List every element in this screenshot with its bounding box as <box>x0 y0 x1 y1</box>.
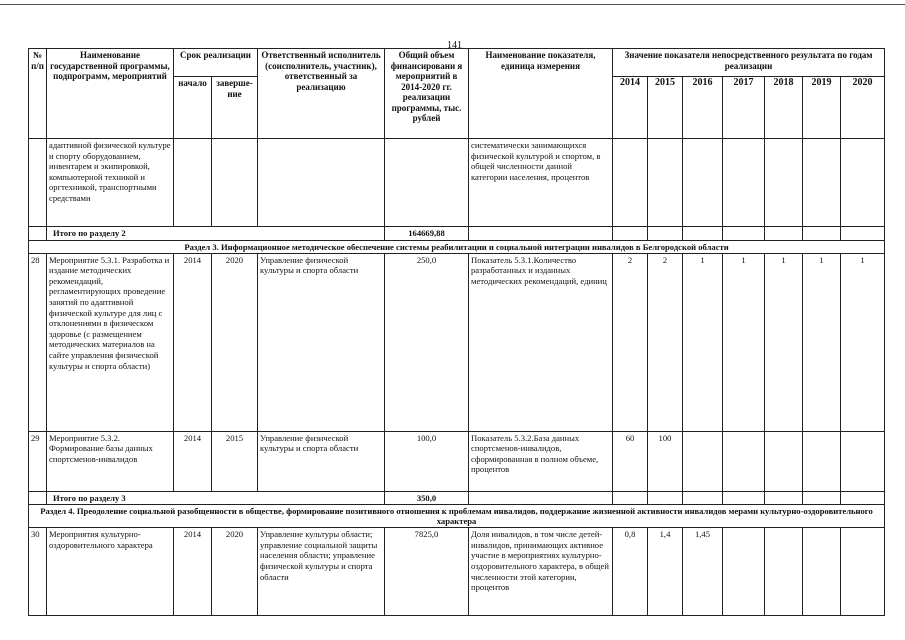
header-year: 2015 <box>648 77 683 139</box>
total-row <box>29 491 885 505</box>
total-amount: 164669,88 <box>385 227 469 241</box>
row-responsible: Управление культуры области; управление социальной защиты населения области; управление физической культуры и спорта области <box>258 528 385 616</box>
row-indicator: Показатель 5.3.2.База данных спортсменов-инвалидов, сформированная в полном объеме, процентов <box>469 431 613 491</box>
total-amount: 350,0 <box>385 491 469 505</box>
continuation-name: адаптивной физической культуре и спорту оборудованием, инвентарем и экипировкой, компьютерной техникой и оргтехникой, транспортными средствами <box>47 139 174 227</box>
header-year: 2014 <box>613 77 648 139</box>
row-value: 2 <box>613 253 648 431</box>
row-value: 0,8 <box>613 528 648 616</box>
total-row <box>29 227 885 241</box>
row-value: 1 <box>723 253 765 431</box>
header-term-end: заверше-ние <box>212 77 258 139</box>
row-value: 1,4 <box>648 528 683 616</box>
row-value <box>803 431 841 491</box>
header-year: 2020 <box>841 77 885 139</box>
row-name: Мероприятия культурно-оздоровительного характера <box>47 528 174 616</box>
header-indicator: Наименование показателя, единица измерения <box>469 49 613 139</box>
row-name: Мероприятие 5.3.2. Формирование базы данных спортсменов-инвалидов <box>47 431 174 491</box>
row-name: Мероприятие 5.3.1. Разработка и издание методических рекомендаций, регламентирующих проведение занятий по адаптивной физической культуре для лиц с отклонениями в физическом здоровье (с размещением методических материалов на сайте управления физической культуры и спорта области) <box>47 253 174 431</box>
header-name: Наименование государственной программы, подпрограмм, мероприятий <box>47 49 174 139</box>
row-indicator: Доля инвалидов, в том числе детей-инвалидов, принимающих активное участие в мероприятиях культурно-оздоровительного характера, в общей численности этой категории, процентов <box>469 528 613 616</box>
row-value <box>683 431 723 491</box>
row-end: 2020 <box>212 528 258 616</box>
program-table <box>28 48 885 616</box>
table-row <box>29 139 885 227</box>
row-amount: 100,0 <box>385 431 469 491</box>
row-value: 1,45 <box>683 528 723 616</box>
row-value <box>723 528 765 616</box>
row-value: 2 <box>648 253 683 431</box>
row-value <box>841 528 885 616</box>
section-row <box>29 505 885 528</box>
top-rule <box>0 4 905 5</box>
row-responsible: Управление физической культуры и спорта области <box>258 253 385 431</box>
row-num: 28 <box>29 253 47 431</box>
header-row-1 <box>29 49 885 77</box>
row-start: 2014 <box>174 253 212 431</box>
section-title: Раздел 3. Информационное методическое обеспечение системы реабилитации и социальной интеграции инвалидов в Белгородской области <box>29 240 885 253</box>
header-year: 2019 <box>803 77 841 139</box>
row-end: 2015 <box>212 431 258 491</box>
row-value: 1 <box>841 253 885 431</box>
header-responsible: Ответственный исполнитель (соисполнитель, участник), ответственный за реализацию <box>258 49 385 139</box>
row-amount: 250,0 <box>385 253 469 431</box>
header-year: 2018 <box>765 77 803 139</box>
row-value <box>723 431 765 491</box>
row-value: 1 <box>803 253 841 431</box>
row-value: 1 <box>765 253 803 431</box>
row-value <box>841 431 885 491</box>
header-year: 2017 <box>723 77 765 139</box>
continuation-indicator: систематически занимающихся физической культурой и спортом, в общей численности данной категории населения, процентов <box>469 139 613 227</box>
row-value <box>803 528 841 616</box>
page-number: 141 <box>447 40 462 51</box>
row-value: 1 <box>683 253 723 431</box>
row-amount: 7825,0 <box>385 528 469 616</box>
header-year: 2016 <box>683 77 723 139</box>
table-row <box>29 253 885 431</box>
header-term-start: начало <box>174 77 212 139</box>
total-label: Итого по разделу 3 <box>47 491 385 505</box>
row-value: 100 <box>648 431 683 491</box>
row-value <box>765 431 803 491</box>
row-value: 60 <box>613 431 648 491</box>
table-row <box>29 431 885 491</box>
header-funding: Общий объем финансировани я мероприятий в 2014-2020 гг. реализации программы, тыс. рублей <box>385 49 469 139</box>
section-row <box>29 240 885 253</box>
total-label: Итого по разделу 2 <box>47 227 385 241</box>
table-row <box>29 528 885 616</box>
row-num: 29 <box>29 431 47 491</box>
header-values-title: Значение показателя непосредственного результата по годам реализации <box>613 49 885 77</box>
row-value <box>765 528 803 616</box>
row-responsible: Управление физической культуры и спорта области <box>258 431 385 491</box>
row-num: 30 <box>29 528 47 616</box>
section-title: Раздел 4. Преодоление социальной разобщенности в обществе, формирование позитивного отношения к проблемам инвалидов, поддержание жизненной активности инвалидов мерами культурно-оздоровительного характера <box>29 505 885 528</box>
row-start: 2014 <box>174 431 212 491</box>
header-term: Срок реализации <box>174 49 258 77</box>
row-end: 2020 <box>212 253 258 431</box>
row-start: 2014 <box>174 528 212 616</box>
row-indicator: Показатель 5.3.1.Количество разработанных и изданных методических рекомендаций, единиц <box>469 253 613 431</box>
header-num: № п/п <box>29 49 47 139</box>
